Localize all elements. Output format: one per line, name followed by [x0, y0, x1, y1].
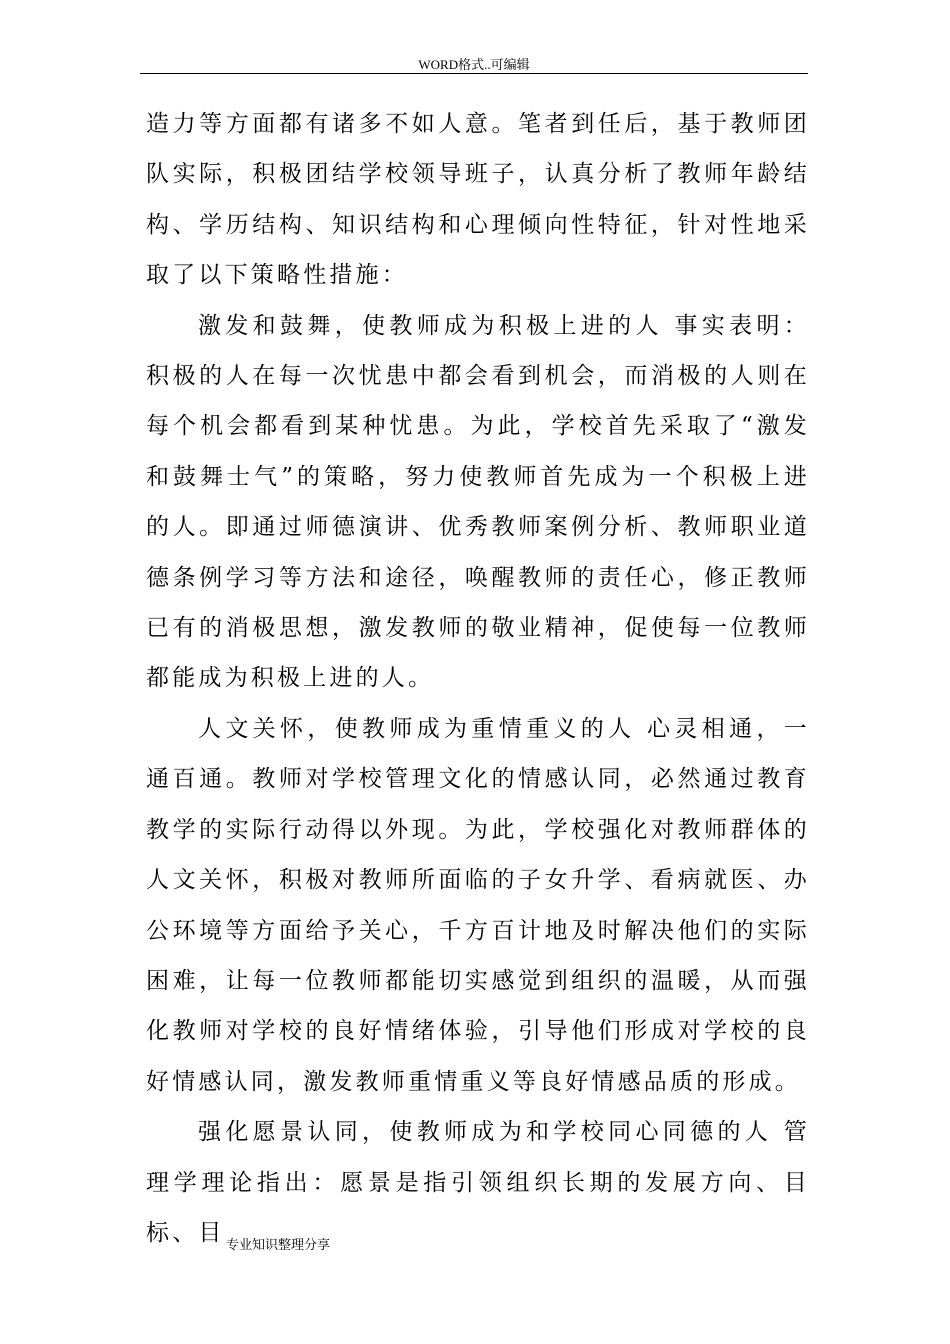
paragraph-3: 人文关怀，使教师成为重情重义的人 心灵相通，一通百通。教师对学校管理文化的情感认同，必然通过教育教学的实际行动得以外现。为此，学校强化对教师群体的人文关怀，积极对教师所面临的子女升学、看病就医、办公环境等方面给予关心，千方百计地及时解决他们的实际困难，让每一位教师都能切实感觉到组织的温暖，从而强化教师对学校的良好情绪体验，引导他们形成对学校的良好情感认同，激发教师重情重义等良好情感品质的形成。 [146, 715, 810, 1095]
paragraph-4: 强化愿景认同，使教师成为和学校同心同德的人 管理学理论指出：愿景是指引领组织长期的发展方向、目标、目 [146, 1119, 810, 1246]
header-divider [140, 73, 808, 74]
paragraph-2: 激发和鼓舞，使教师成为积极上进的人 事实表明：积极的人在每一次忧患中都会看到机会，而消极的人则在每个机会都看到某种忧患。为此，学校首先采取了“激发和鼓舞士气”的策略，努力使教师首先成为一个积极上进的人。即通过师德演讲、优秀教师案例分析、教师职业道德条例学习等方法和途径，唤醒教师的责任心，修正教师已有的消极思想，激发教师的敬业精神，促使每一位教师都能成为积极上进的人。 [146, 312, 810, 692]
page-footer: 专业知识整理分享 [226, 1238, 331, 1253]
document-body [146, 99, 810, 1258]
paragraph-1: 造力等方面都有诸多不如人意。笔者到任后，基于教师团队实际，积极团结学校领导班子，认真分析了教师年龄结构、学历结构、知识结构和心理倾向性特征，针对性地采取了以下策略性措施： [146, 111, 810, 289]
page-header: WORD格式..可编辑 [418, 57, 530, 72]
